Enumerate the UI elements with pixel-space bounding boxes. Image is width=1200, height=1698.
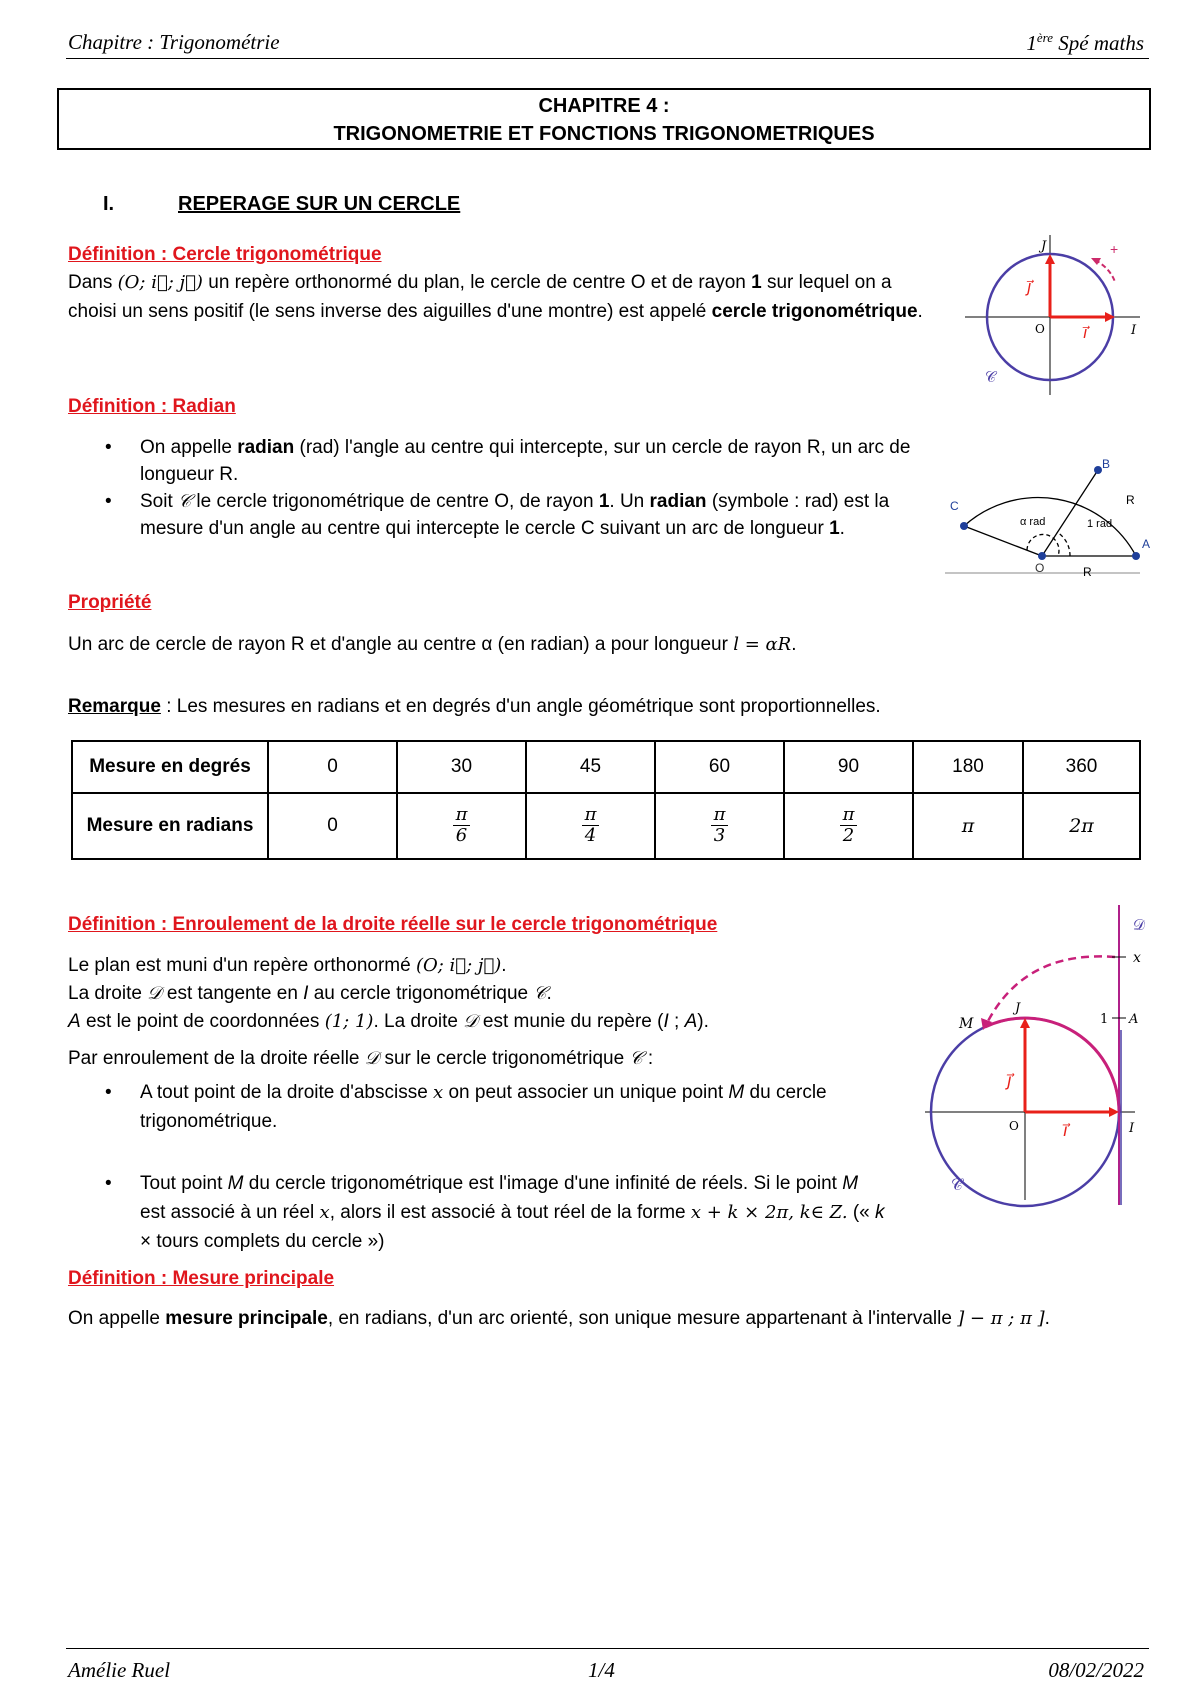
footer-rule	[66, 1648, 1149, 1649]
enroulement-line-1: Le plan est muni d'un repère orthonormé (O; i⃗; j⃗).	[68, 955, 507, 976]
o-label: O	[1009, 1119, 1019, 1133]
o-label: O	[1035, 322, 1045, 336]
x-label: x	[1133, 950, 1141, 966]
table-row-degrees	[72, 741, 1140, 793]
d-label: 𝒟	[1133, 917, 1145, 934]
table-cell: 0	[268, 793, 397, 859]
table-cell: 0	[268, 741, 397, 793]
table-cell-fraction: $\frac{\pi}{4}$	[526, 793, 655, 859]
plus-label: +	[1110, 241, 1119, 257]
o-label: O	[1035, 561, 1045, 575]
footer-date: 08/02/2022	[1048, 1658, 1144, 1682]
table-cell: 360	[1023, 741, 1140, 793]
m-label: M	[959, 1016, 974, 1032]
header-rule	[66, 58, 1149, 59]
a-label: A	[1142, 537, 1151, 551]
i-label: I	[1129, 1121, 1135, 1136]
radian-bullet-1: • On appelle radian (rad) l'angle au centre qui intercepte, sur un cercle de rayon R, un arc de longueur R.	[105, 437, 911, 485]
vector-j-arrow-icon	[1045, 254, 1055, 264]
chapter-title-box	[57, 88, 1151, 150]
a-label: A	[1129, 1012, 1139, 1027]
radian-figure	[940, 450, 1160, 590]
point-o	[1038, 552, 1046, 560]
section-number: I.	[103, 193, 115, 215]
table-cell: π	[913, 793, 1023, 859]
wound-arc	[985, 1018, 1119, 1112]
enroulement-line-4: Par enroulement de la droite réelle 𝒟 sur le cercle trigonométrique 𝒞 :	[68, 1048, 654, 1069]
j-label: J	[1015, 1001, 1021, 1016]
b-label: B	[1102, 457, 1111, 471]
r-label-arc: R	[1126, 493, 1135, 507]
def-cercle-heading: Définition : Cercle trigonométrique	[68, 244, 382, 265]
header-chapter: Chapitre : Trigonométrie	[68, 30, 280, 54]
row-label-degrees: Mesure en degrés	[72, 741, 268, 793]
positive-direction-arc	[1095, 260, 1115, 282]
table-cell: 60	[655, 741, 784, 793]
table-cell: 2π	[1023, 793, 1140, 859]
table-cell-fraction: $\frac{\pi}{3}$	[655, 793, 784, 859]
c-label: 𝒞	[985, 369, 996, 386]
one-rad-label: 1 rad	[1087, 518, 1113, 530]
footer-author: Amélie Ruel	[68, 1658, 171, 1682]
chapter-title: TRIGONOMETRIE ET FONCTIONS TRIGONOMETRIQUES	[333, 123, 875, 145]
propriete-text: Un arc de cercle de rayon R et d'angle au centre α (en radian) a pour longueur l = αR.	[68, 634, 797, 655]
def-mesure-heading: Définition : Mesure principale	[68, 1268, 335, 1289]
r-label-base: R	[1083, 565, 1092, 579]
table-row-radians	[72, 793, 1140, 859]
enroulement-bullet-2: • Tout point M du cercle trigonométrique est l'image d'une infinité de réels. Si le point M est associé à un réel x, alors il est associé à tout réel de la forme x + k × 2π, k∈ Z. (« k × tours complets du cercle »)	[105, 1173, 885, 1252]
remarque-text: Remarque : Les mesures en radians et en degrés d'un angle géométrique sont proportionnelles.	[68, 696, 881, 717]
header-level: 1ère Spé maths	[1026, 30, 1144, 55]
def-radian-heading: Définition : Radian	[68, 396, 236, 417]
table-cell: 90	[784, 741, 913, 793]
radius-ob	[1042, 470, 1098, 556]
vec-j-label: j⃗	[1027, 279, 1032, 296]
table-cell: 180	[913, 741, 1023, 793]
j-label: J	[1041, 239, 1047, 254]
vec-i-label: i⃗	[1083, 325, 1088, 342]
vec-j-label: j⃗	[1007, 1071, 1012, 1090]
def-enroulement-text	[68, 952, 908, 1073]
chapter-number: CHAPITRE 4 :	[538, 95, 670, 117]
one-label: 1	[1100, 1012, 1109, 1027]
wrap-path	[987, 956, 1115, 1023]
c-label: 𝒞	[951, 1177, 963, 1194]
point-b	[1094, 466, 1102, 474]
propriete-heading: Propriété	[68, 592, 152, 613]
enroulement-line-3: A est le point de coordonnées (1; 1). La droite 𝒟 est munie du repère (I ; A).	[68, 1011, 709, 1032]
section-title: REPERAGE SUR UN CERCLE	[178, 193, 461, 215]
def-radian-list	[68, 434, 928, 542]
enroulement-bullet-1: • A tout point de la droite d'abscisse x on peut associer un unique point M du cercle trigonométrique.	[105, 1082, 827, 1132]
table-cell: 45	[526, 741, 655, 793]
point-c	[960, 522, 968, 530]
conversion-table	[71, 740, 1141, 860]
def-cercle-text: Dans (O; i⃗; j⃗) un repère orthonormé du plan, le cercle de centre O et de rayon 1 sur lequel on a choisi un sens positif (le sens inverse des aiguilles d'une montre) est appelé cercle trigonométrique.	[68, 272, 923, 322]
footer-page: 1/4	[588, 1658, 615, 1682]
vec-i-label: i⃗	[1063, 1121, 1068, 1140]
point-a	[1132, 552, 1140, 560]
table-cell: 30	[397, 741, 526, 793]
unit-circle-figure	[955, 230, 1165, 400]
def-enroulement-list	[68, 1078, 888, 1256]
alpha-label: α rad	[1020, 516, 1046, 528]
table-cell-fraction: $\frac{\pi}{2}$	[784, 793, 913, 859]
enroulement-figure	[915, 900, 1175, 1210]
def-mesure-text: On appelle mesure principale, en radians, d'un arc orienté, son unique mesure appartenant à l'intervalle ] − π ; π ].	[68, 1308, 1050, 1329]
c-label: C	[950, 499, 959, 513]
enroulement-line-2: La droite 𝒟 est tangente en I au cercle trigonométrique 𝒞.	[68, 983, 552, 1004]
def-enroulement-heading: Définition : Enroulement de la droite réelle sur le cercle trigonométrique	[68, 914, 718, 935]
i-label: I	[1131, 323, 1137, 338]
row-label-radians: Mesure en radians	[72, 793, 268, 859]
table-cell-fraction: $\frac{\pi}{6}$	[397, 793, 526, 859]
radian-bullet-2: • Soit 𝒞 le cercle trigonométrique de centre O, de rayon 1. Un radian (symbole : rad) est la mesure d'un angle au centre qui intercepte le cercle C suivant un arc de longueur 1.	[105, 491, 890, 539]
